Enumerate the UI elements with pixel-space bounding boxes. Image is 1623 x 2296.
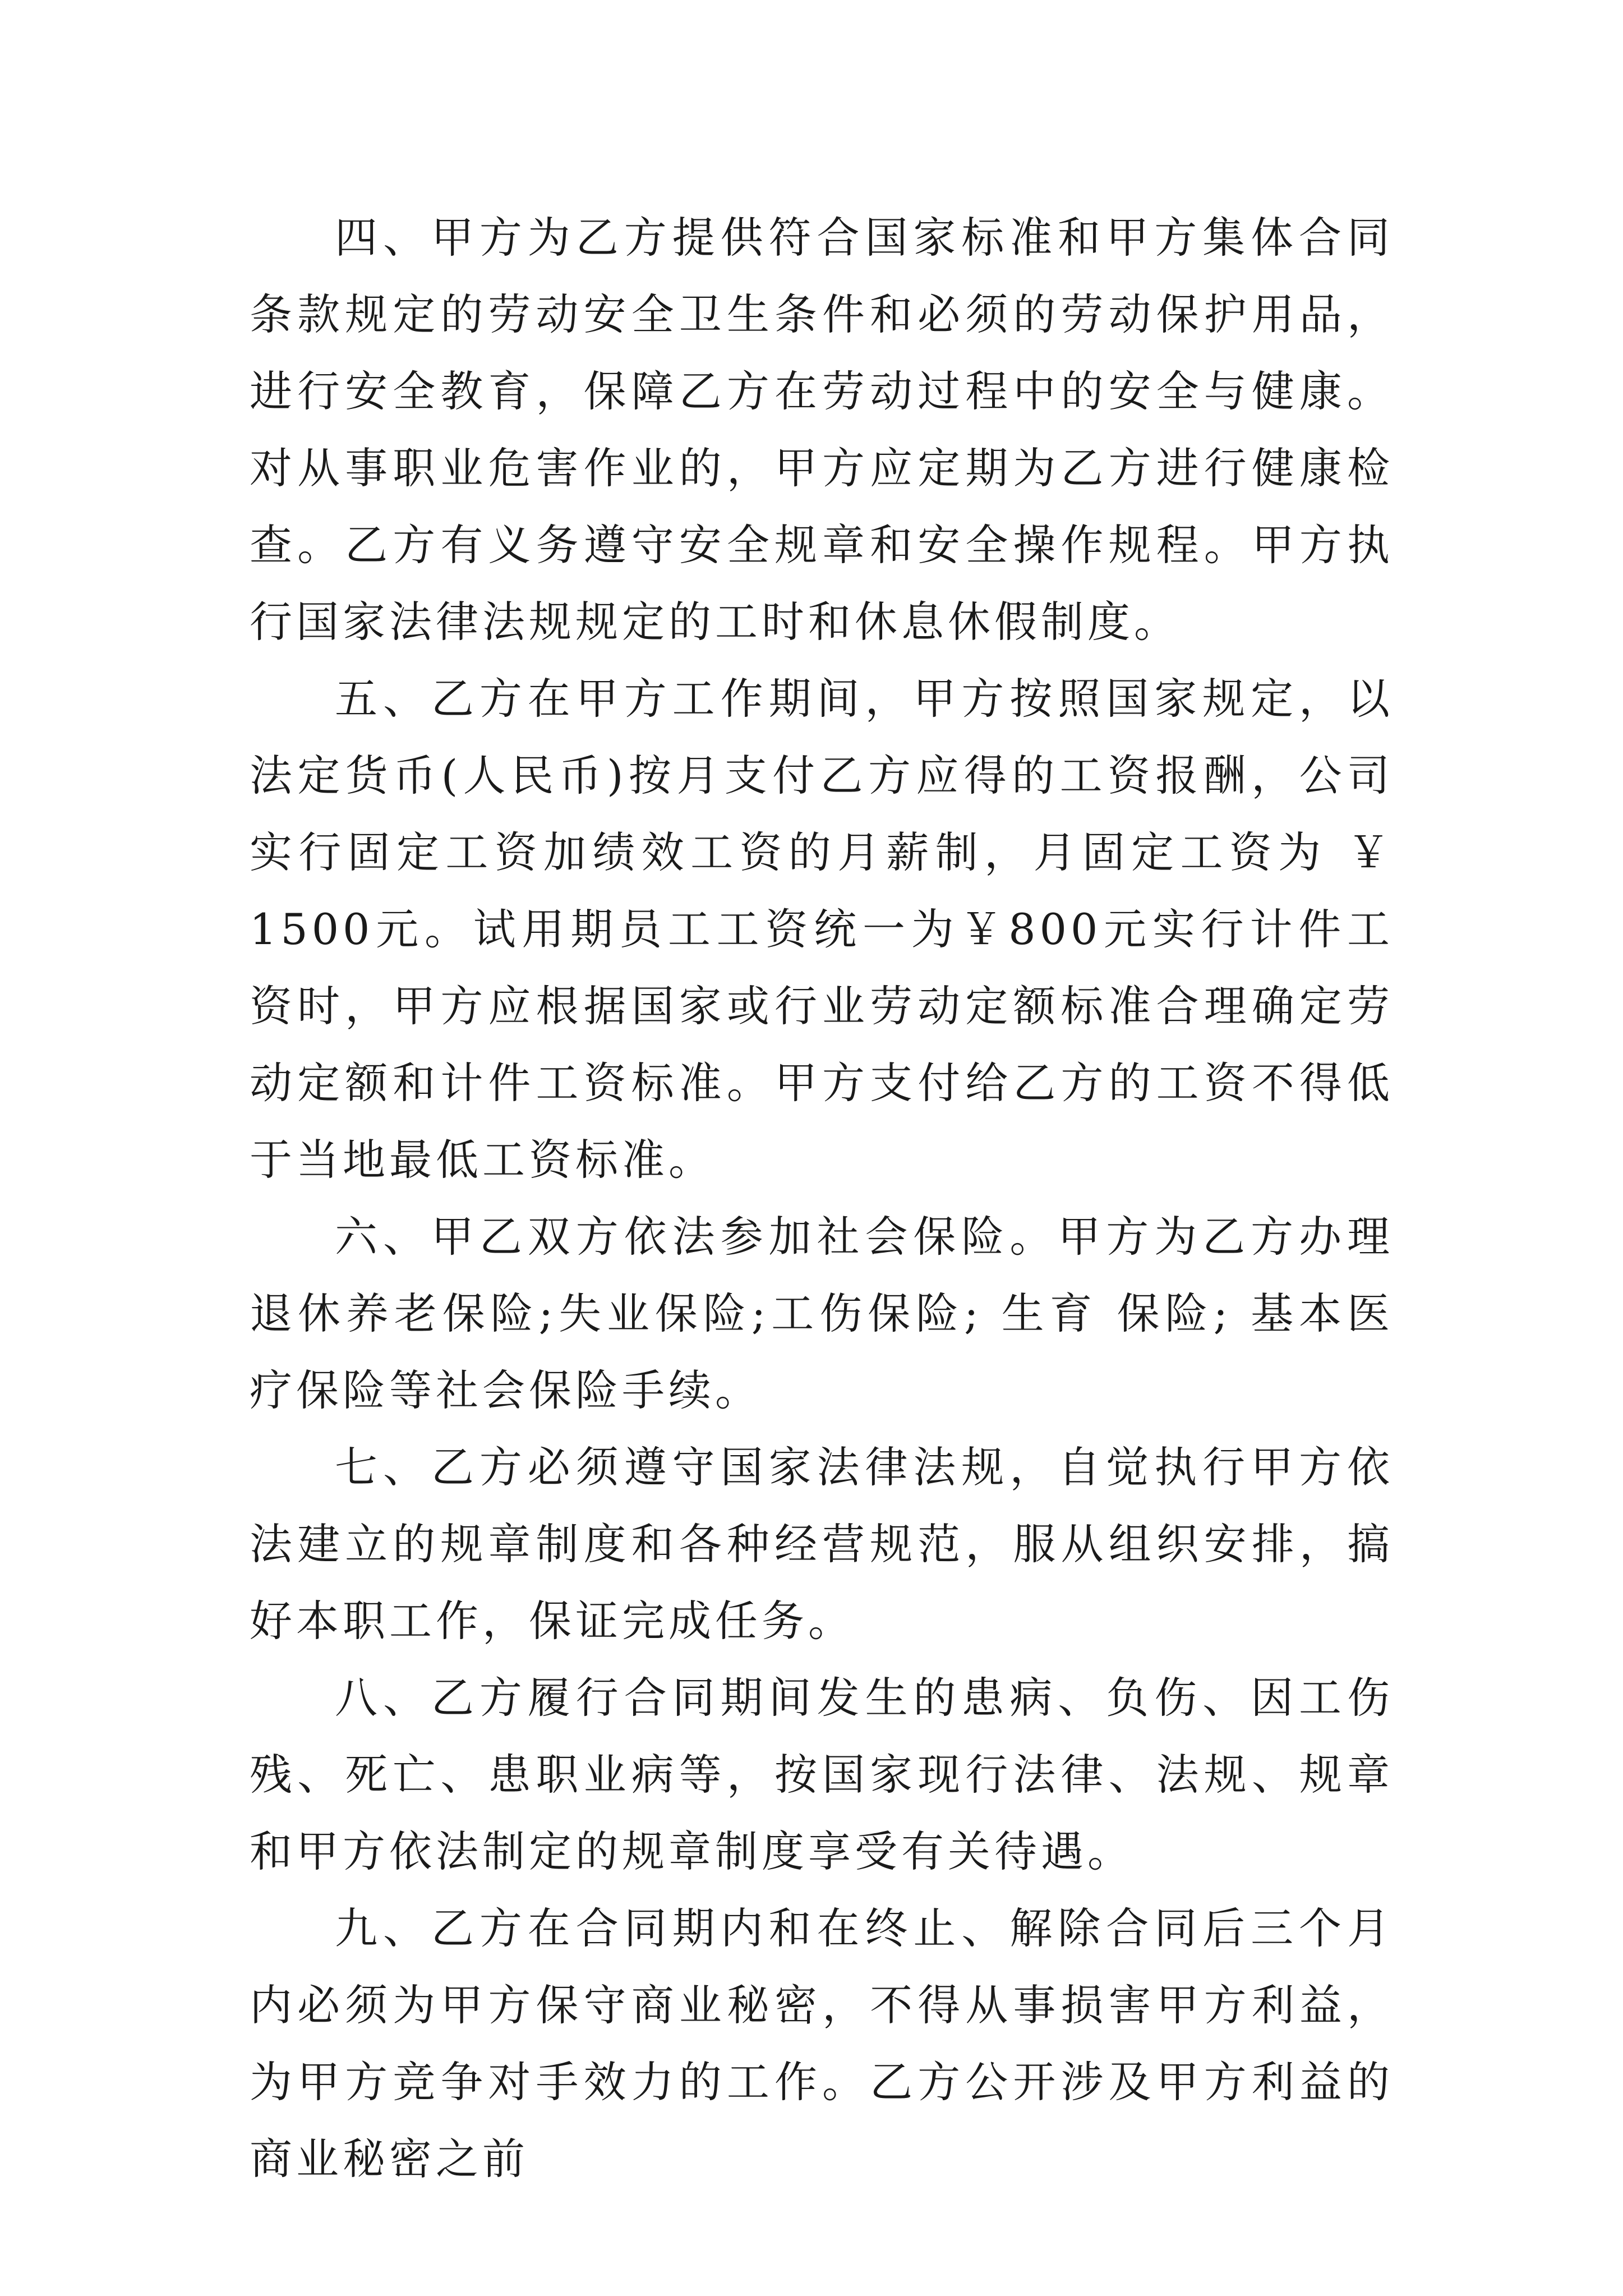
paragraph-6: 六、甲乙双方依法参加社会保险。甲方为乙方办理退休养老保险;失业保险;工伤保险; 生育 保险; 基本医疗保险等社会保险手续。 xyxy=(250,1212,1394,1415)
paragraph-7: 七、乙方必须遵守国家法律法规，自觉执行甲方依法建立的规章制度和各种经营规范，服从组织安排，搞好本职工作，保证完成任务。 xyxy=(250,1442,1394,1646)
document-body xyxy=(250,199,1394,2197)
paragraph-5: 五、乙方在甲方工作期间，甲方按照国家规定，以法定货币(人民币)按月支付乙方应得的工资报酬，公司实行固定工资加绩效工资的月薪制，月固定工资为 ￥ 1500元。试用期员工工资统一为￥800元实行计件工资时，甲方应根据国家或行业劳动定额标准合理确定劳动定额和计件工资标准。甲方支付给乙方的工资不得低于当地最低工资标准。 xyxy=(250,674,1394,1185)
paragraph-9: 九、乙方在合同期内和在终止、解除合同后三个月内必须为甲方保守商业秘密，不得从事损害甲方利益，为甲方竞争对手效力的工作。乙方公开涉及甲方利益的商业秘密之前 xyxy=(250,1903,1394,2184)
paragraph-8: 八、乙方履行合同期间发生的患病、负伤、因工伤残、死亡、患职业病等，按国家现行法律、法规、规章和甲方依法制定的规章制度享受有关待遇。 xyxy=(250,1673,1394,1876)
paragraph-4: 四、甲方为乙方提供符合国家标准和甲方集体合同条款规定的劳动安全卫生条件和必须的劳动保护用品，进行安全教育，保障乙方在劳动过程中的安全与健康。对从事职业危害作业的，甲方应定期为乙方进行健康检查。乙方有义务遵守安全规章和安全操作规程。甲方执行国家法律法规规定的工时和休息休假制度。 xyxy=(250,213,1394,647)
